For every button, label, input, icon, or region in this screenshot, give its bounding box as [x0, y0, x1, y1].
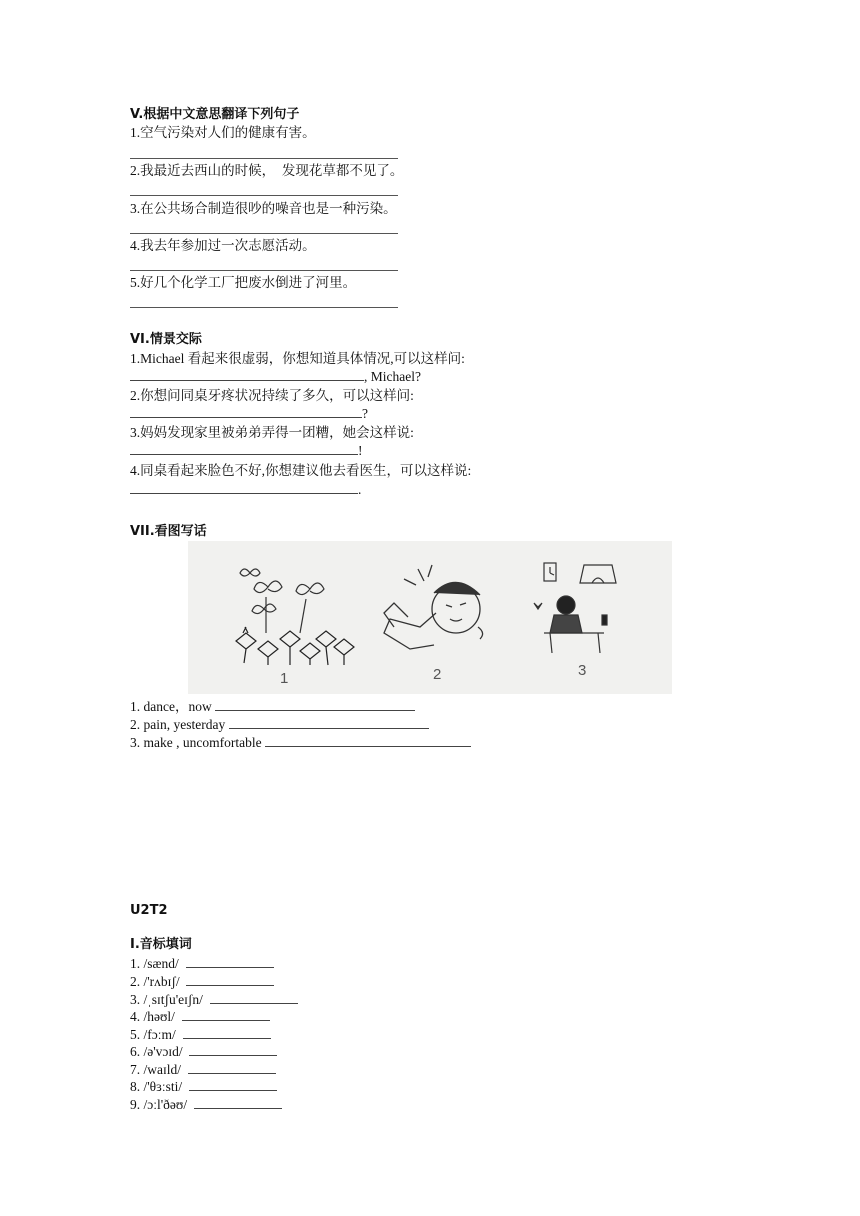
phonetic-item-3	[130, 991, 298, 1008]
picture-keywords-2: 2. pain, yesterday	[130, 717, 226, 732]
dialogue-answer-1	[130, 368, 421, 385]
picture-blank-2[interactable]	[229, 716, 429, 729]
picture-blank-3[interactable]	[265, 734, 471, 747]
dialogue-suffix-3: !	[358, 443, 363, 458]
answer-line-4[interactable]	[130, 270, 398, 271]
phonetic-blank-5[interactable]	[183, 1026, 271, 1039]
dialogue-answer-4	[130, 481, 361, 498]
panel-label-2: 2	[433, 666, 442, 683]
picture-keywords-3: 3. make , uncomfortable	[130, 735, 262, 750]
hurt-child-drawing	[384, 565, 483, 649]
phonetic-blank-2[interactable]	[186, 973, 274, 986]
phonetic-blank-3[interactable]	[210, 991, 298, 1004]
answer-line-3[interactable]	[130, 233, 398, 234]
phonetic-text-4: 4. /həʊl/	[130, 1009, 175, 1024]
dialogue-blank-3[interactable]	[130, 442, 358, 455]
picture-prompt-figure	[188, 541, 672, 694]
translation-item-1: 1.空气污染对人们的健康有害。	[130, 125, 316, 140]
translation-item-2: 2.我最近去西山的时候， 发现花草都不见了。	[130, 163, 404, 178]
phonetic-item-4	[130, 1008, 270, 1025]
phonetic-blank-9[interactable]	[194, 1096, 282, 1109]
translation-item-4: 4.我去年参加过一次志愿活动。	[130, 238, 316, 253]
dialogue-prompt-2: 2.你想问同桌牙疼状况持续了多久，可以这样问:	[130, 388, 414, 403]
phonetic-blank-4[interactable]	[182, 1008, 270, 1021]
section-v-title: V.根据中文意思翻译下列句子	[130, 107, 300, 122]
dialogue-blank-2[interactable]	[130, 405, 362, 418]
picture-keywords-1: 1. dance，now	[130, 699, 212, 714]
phonetic-text-7: 7. /waɪld/	[130, 1062, 181, 1077]
dialogue-blank-1[interactable]	[130, 368, 364, 381]
picture-illustration	[188, 541, 672, 694]
phonetic-blank-6[interactable]	[189, 1043, 277, 1056]
phonetic-blank-7[interactable]	[188, 1061, 276, 1074]
phonetic-text-3: 3. /ˌsɪtʃu'eɪʃn/	[130, 992, 203, 1007]
picture-item-2	[130, 716, 429, 733]
dialogue-blank-4[interactable]	[130, 481, 358, 494]
phonetic-item-5	[130, 1026, 271, 1043]
picture-item-1	[130, 698, 415, 715]
translation-item-3: 3.在公共场合制造很吵的噪音也是一种污染。	[130, 201, 397, 216]
dialogue-prompt-3: 3.妈妈发现家里被弟弟弄得一团糟，她会这样说:	[130, 425, 414, 440]
translation-item-5: 5.好几个化学工厂把废水倒进了河里。	[130, 275, 357, 290]
section-vi-title: VI.情景交际	[130, 332, 202, 347]
phonetic-item-1	[130, 955, 274, 972]
answer-line-1[interactable]	[130, 158, 398, 159]
phonetic-text-8: 8. /'θɜːsti/	[130, 1079, 183, 1094]
unit-title: U2T2	[130, 903, 168, 918]
phonetic-item-9	[130, 1096, 282, 1113]
phonetic-text-6: 6. /ə'vɔɪd/	[130, 1044, 183, 1059]
answer-line-2[interactable]	[130, 195, 398, 196]
picture-blank-1[interactable]	[215, 698, 415, 711]
section-i-title: I.音标填词	[130, 937, 192, 952]
dialogue-answer-2	[130, 405, 368, 422]
panel-label-3: 3	[578, 662, 587, 679]
uncomfortable-person-drawing	[534, 563, 616, 653]
dialogue-suffix-2: ?	[362, 406, 368, 421]
phonetic-item-6	[130, 1043, 277, 1060]
phonetic-text-2: 2. /'rʌbɪʃ/	[130, 974, 180, 989]
dialogue-prompt-1: 1.Michael 看起来很虚弱，你想知道具体情况,可以这样问:	[130, 351, 465, 366]
butterflies-flowers-drawing	[236, 569, 354, 665]
phonetic-item-8	[130, 1078, 277, 1095]
phonetic-item-2	[130, 973, 274, 990]
phonetic-text-1: 1. /sænd/	[130, 956, 179, 971]
phonetic-item-7	[130, 1061, 276, 1078]
phonetic-text-9: 9. /ɔːl'ðəʊ/	[130, 1097, 188, 1112]
picture-item-3	[130, 734, 471, 751]
panel-label-1: 1	[280, 670, 289, 687]
phonetic-blank-8[interactable]	[189, 1078, 277, 1091]
section-vii-title: VII.看图写话	[130, 524, 207, 539]
answer-line-5[interactable]	[130, 307, 398, 308]
phonetic-text-5: 5. /fɔːm/	[130, 1027, 176, 1042]
dialogue-suffix-4: .	[358, 482, 362, 497]
phonetic-blank-1[interactable]	[186, 955, 274, 968]
dialogue-answer-3	[130, 442, 363, 459]
dialogue-prompt-4: 4.同桌看起来脸色不好,你想建议他去看医生，可以这样说:	[130, 463, 472, 478]
dialogue-suffix-1: , Michael?	[364, 369, 421, 384]
